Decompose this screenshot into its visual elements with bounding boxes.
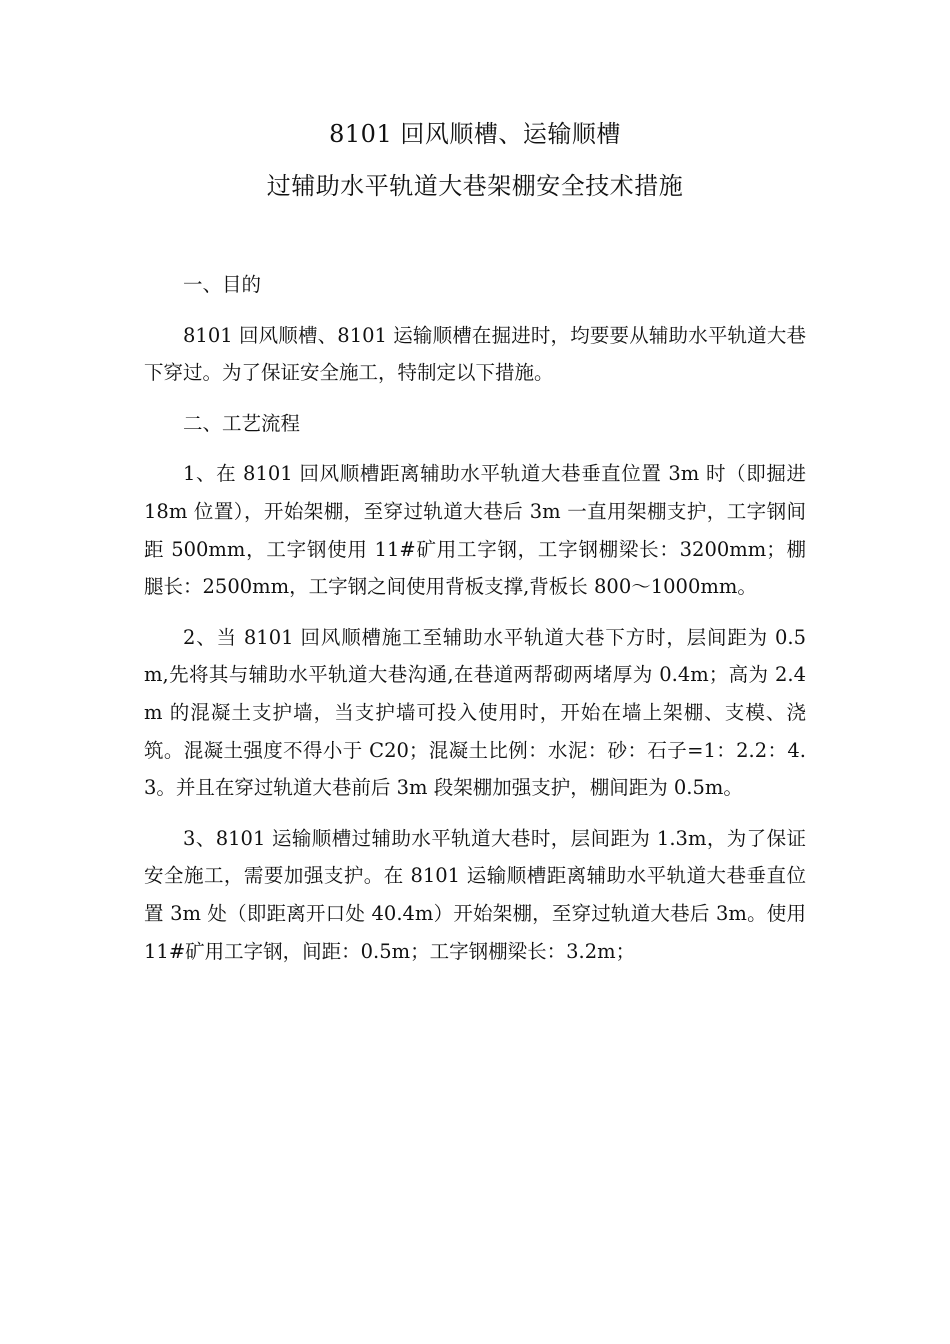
- document-title-line-2: 过辅助水平轨道大巷架棚安全技术措施: [266, 172, 684, 200]
- document-body: [144, 266, 806, 983]
- paragraph-process-2: 2、当 8101 回风顺槽施工至辅助水平轨道大巷下方时，层间距为 0.5m,先将其与辅助水平轨道大巷沟通,在巷道两帮砌两堵厚为 0.4m；高为 2.4m 的混凝土支护墙，当支护墙可投入使用时，开始在墙上架棚、支模、浇筑。混凝土强度不得小于 C20；混凝土比例：水泥：砂：石子=1：2.2：4.3。并且在穿过轨道大巷前后 3m 段架棚加强支护，棚间距为 0.5m。: [144, 625, 806, 800]
- paragraph-process-1: 1、在 8101 回风顺槽距离辅助水平轨道大巷垂直位置 3m 时（即掘进 18m 位置），开始架棚，至穿过轨道大巷后 3m 一直用架棚支护，工字钢间距 500mm，工字钢使用 11#矿用工字钢，工字钢棚梁长：3200mm；棚腿长：2500mm，工字钢之间使用背板支撑,背板长 800～1000mm。: [144, 462, 806, 599]
- paragraph-purpose: 8101 回风顺槽、8101 运输顺槽在掘进时，均要要从辅助水平轨道大巷下穿过。为了保证安全施工，特制定以下措施。: [144, 323, 806, 385]
- section-heading-process: 二、工艺流程: [183, 411, 301, 435]
- section-heading-purpose: 一、目的: [183, 273, 262, 296]
- paragraph-process-3: 3、8101 运输顺槽过辅助水平轨道大巷时，层间距为 1.3m，为了保证安全施工，需要加强支护。在 8101 运输顺槽距离辅助水平轨道大巷垂直位置 3m 处（即距离开口处 40.4m）开始架棚，至穿过轨道大巷后 3m。使用 11#矿用工字钢，间距：0.5m；工字钢棚梁长：3.2m；: [144, 826, 806, 963]
- document-title-line-1: 8101 回风顺槽、运输顺槽: [329, 120, 621, 148]
